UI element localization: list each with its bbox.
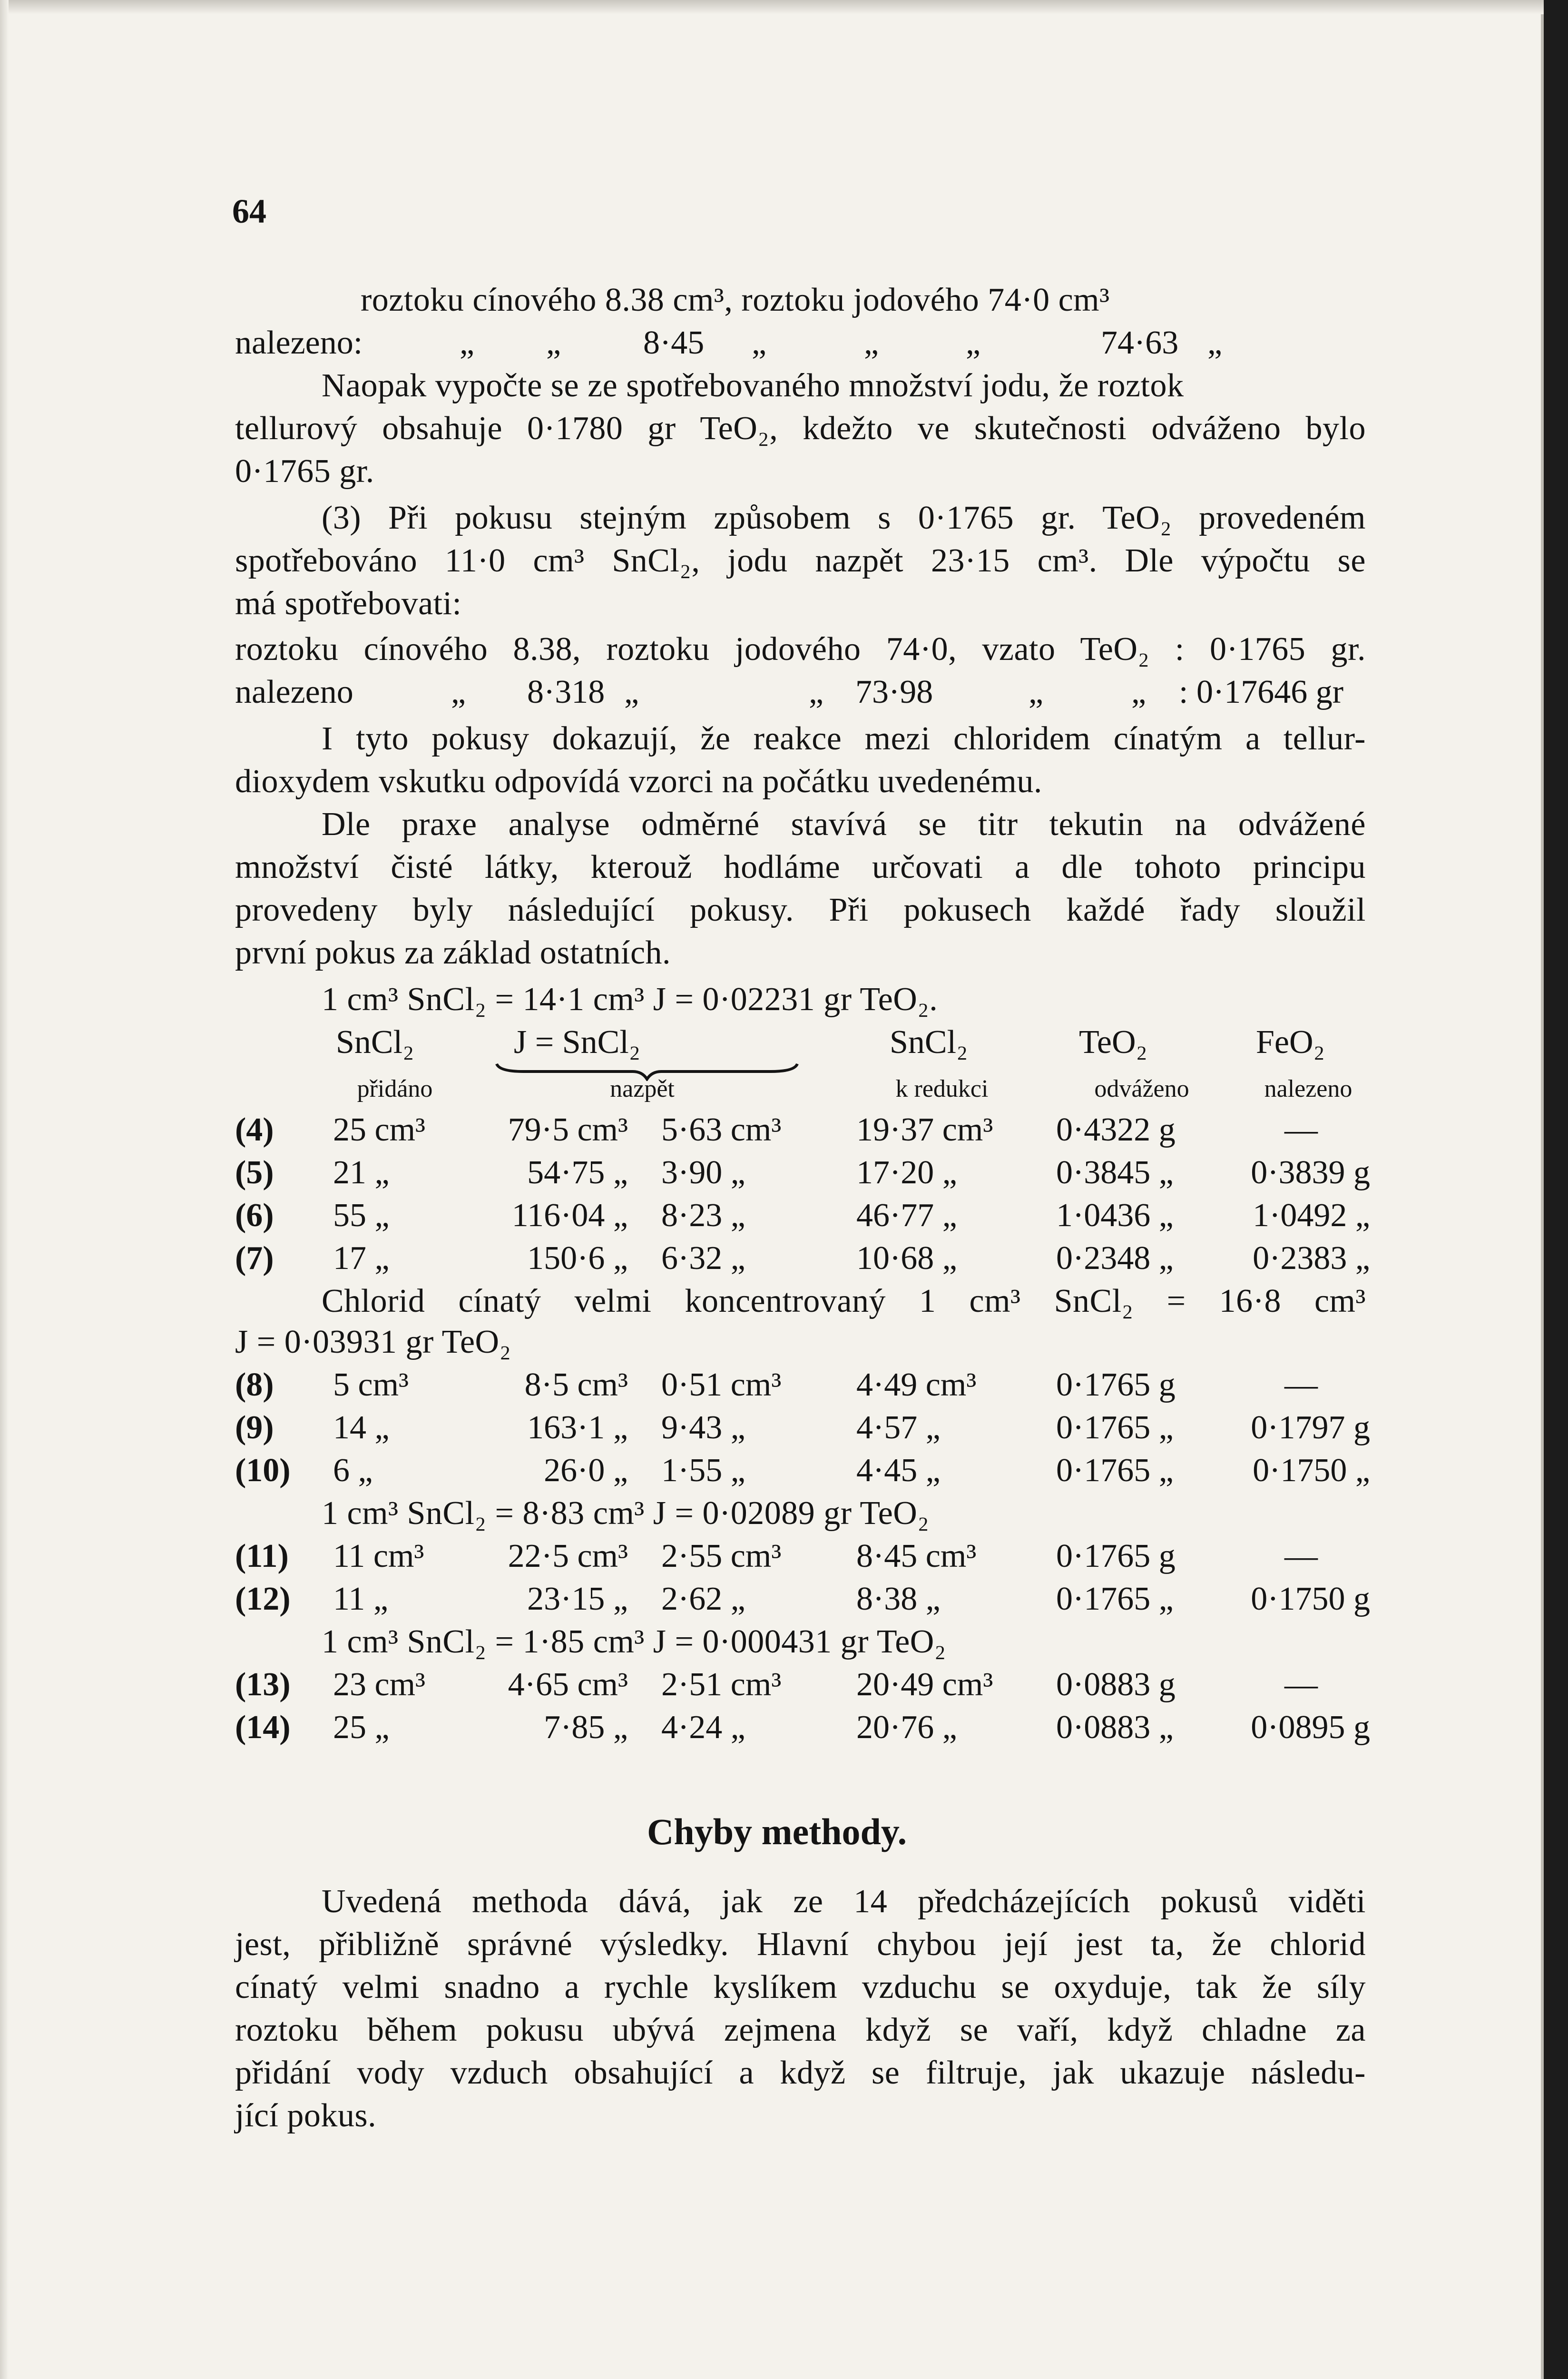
- row-number: (12): [235, 1581, 291, 1617]
- cell-weighed: 0·1765 g: [1056, 1538, 1176, 1574]
- cell-added: 11 cm³: [333, 1538, 424, 1574]
- cell-back: 26·0 „: [544, 1452, 628, 1489]
- cell-back-cm: 3·90 „: [661, 1154, 745, 1191]
- cell-reduction: 46·77 „: [856, 1197, 957, 1234]
- cell-weighed: 0·1765 „: [1056, 1452, 1174, 1489]
- subheader-cell: odváženo: [1094, 1075, 1189, 1102]
- cell-reduction: 20·49 cm³: [856, 1666, 993, 1703]
- cell-found: 1·0492 „: [1253, 1197, 1370, 1234]
- cell-back: 163·1 „: [527, 1409, 628, 1446]
- cell-back: 54·75 „: [527, 1154, 628, 1191]
- header-cell: SnCl₂: [336, 1024, 414, 1061]
- cell-back-cm: 2·55 cm³: [661, 1538, 782, 1574]
- row-number: (8): [235, 1366, 274, 1403]
- cell-found: 0·1750 „: [1253, 1452, 1370, 1489]
- text-line: roztoku cínového 8.38 cm³, roztoku jodového 74·0 cm³: [361, 282, 1110, 318]
- section-heading: Chyby methody.: [647, 1811, 907, 1852]
- titer-line: 1 cm³ SnCl₂ = 14·1 cm³ J = 0·02231 gr TeO₂.: [322, 981, 938, 1018]
- text-line: provedeny byly následující pokusy. Při pokusech každé řady sloužil: [235, 892, 1366, 928]
- subheader-cell: k redukci: [895, 1075, 989, 1102]
- titer-line: 1 cm³ SnCl₂ = 8·83 cm³ J = 0·02089 gr TeO₂: [322, 1495, 930, 1532]
- ditto-mark: „: [451, 674, 466, 710]
- cell-added: 17 „: [333, 1240, 390, 1277]
- cell-added: 21 „: [333, 1154, 390, 1191]
- cell-added: 55 „: [333, 1197, 390, 1234]
- ditto-mark: „: [1207, 324, 1223, 361]
- row-number: (14): [235, 1709, 291, 1746]
- value: 8·318: [527, 674, 605, 710]
- cell-weighed: 0·1765 „: [1056, 1409, 1174, 1446]
- cell-added: 11 „: [333, 1581, 388, 1617]
- text-line: má spotřebovati:: [235, 585, 462, 622]
- row-number: (6): [235, 1197, 274, 1234]
- text-line: roztoku cínového 8.38, roztoku jodového 74·0, vzato TeO₂ : 0·1765 gr.: [235, 631, 1366, 668]
- cell-back: 116·04 „: [511, 1197, 628, 1234]
- ditto-mark: „: [809, 674, 824, 710]
- cell-back-cm: 2·62 „: [661, 1581, 745, 1617]
- row-number: (11): [235, 1538, 289, 1574]
- ditto-mark: „: [546, 324, 561, 361]
- value: : 0·17646 gr: [1179, 674, 1344, 710]
- ditto-mark: „: [864, 324, 879, 361]
- cell-back-cm: 1·55 „: [661, 1452, 745, 1489]
- text-line: (3) Při pokusu stejným způsobem s 0·1765 gr. TeO₂ provedeném: [322, 500, 1366, 536]
- cell-back: 7·85 „: [544, 1709, 628, 1746]
- cell-reduction: 4·45 „: [856, 1452, 941, 1489]
- cell-weighed: 0·0883 g: [1056, 1666, 1176, 1703]
- cell-back-cm: 6·32 „: [661, 1240, 745, 1277]
- page-number: 64: [232, 192, 266, 230]
- cell-back: 79·5 cm³: [508, 1111, 628, 1148]
- subheader-cell: nalezeno: [1264, 1075, 1352, 1102]
- text-line: dioxydem vskutku odpovídá vzorci na počátku uvedenému.: [235, 763, 1042, 800]
- titer-line: J = 0·03931 gr TeO₂: [235, 1324, 511, 1360]
- ditto-mark: „: [966, 324, 981, 361]
- ditto-mark: „: [460, 324, 475, 361]
- subheader-cell: nazpět: [610, 1075, 675, 1102]
- text-line: I tyto pokusy dokazují, že reakce mezi chloridem cínatým a tellur-: [322, 720, 1366, 757]
- cell-found: —: [1284, 1538, 1318, 1574]
- cell-found: 0·2383 „: [1253, 1240, 1370, 1277]
- cell-back-cm: 9·43 „: [661, 1409, 745, 1446]
- cell-found: —: [1284, 1111, 1318, 1148]
- row-number: (13): [235, 1666, 291, 1703]
- text-line: Dle praxe analyse odměrné stavívá se titr tekutin na odvážené: [322, 806, 1366, 843]
- cell-added: 25 cm³: [333, 1111, 426, 1148]
- titer-line: Chlorid cínatý velmi koncentrovaný 1 cm³ SnCl₂ = 16·8 cm³: [322, 1283, 1366, 1319]
- text-line: přidání vody vzduch obsahující a když se filtruje, jak ukazuje následu-: [235, 2055, 1366, 2091]
- cell-reduction: 17·20 „: [856, 1154, 957, 1191]
- value: 74·63: [1101, 324, 1179, 361]
- cell-back-cm: 4·24 „: [661, 1709, 745, 1746]
- cell-reduction: 8·45 cm³: [856, 1538, 977, 1574]
- cell-reduction: 10·68 „: [856, 1240, 957, 1277]
- cell-weighed: 0·1765 g: [1056, 1366, 1176, 1403]
- text-line: 0·1765 gr.: [235, 453, 374, 490]
- row-number: (7): [235, 1240, 274, 1277]
- cell-reduction: 4·49 cm³: [856, 1366, 977, 1403]
- text-line: jící pokus.: [235, 2097, 377, 2134]
- text-line: jest, přibližně správné výsledky. Hlavní chybou její jest ta, že chlorid: [235, 1926, 1366, 1963]
- titer-line: 1 cm³ SnCl₂ = 1·85 cm³ J = 0·000431 gr TeO₂: [322, 1623, 946, 1660]
- cell-back: 23·15 „: [527, 1581, 628, 1617]
- cell-found: 0·1750 g: [1251, 1581, 1370, 1617]
- header-cell: SnCl₂: [890, 1024, 968, 1061]
- page-edge-shadow: [0, 0, 1544, 14]
- value: 73·98: [855, 674, 933, 710]
- cell-added: 5 cm³: [333, 1366, 409, 1403]
- header-cell: TeO₂: [1079, 1024, 1147, 1061]
- cell-added: 23 cm³: [333, 1666, 426, 1703]
- row-label: nalezeno: [235, 674, 353, 710]
- text-line: Naopak vypočte se ze spotřebovaného množství jodu, že roztok: [322, 367, 1184, 404]
- cell-found: 0·1797 g: [1251, 1409, 1370, 1446]
- text-line: první pokus za základ ostatních.: [235, 934, 671, 971]
- row-number: (10): [235, 1452, 291, 1489]
- page-gutter-shadow: [0, 0, 9, 2379]
- header-cell: J = SnCl₂: [514, 1024, 641, 1061]
- cell-added: 25 „: [333, 1709, 390, 1746]
- value: 8·45: [643, 324, 705, 361]
- header-cell: FeO₂: [1256, 1024, 1325, 1061]
- cell-back-cm: 0·51 cm³: [661, 1366, 782, 1403]
- row-number: (4): [235, 1111, 274, 1148]
- cell-back: 8·5 cm³: [524, 1366, 628, 1403]
- text-line: množství čisté látky, kterouž hodláme určovati a dle tohoto principu: [235, 849, 1366, 885]
- cell-reduction: 8·38 „: [856, 1581, 941, 1617]
- cell-found: 0·0895 g: [1251, 1709, 1370, 1746]
- cell-added: 14 „: [333, 1409, 390, 1446]
- cell-found: —: [1284, 1366, 1318, 1403]
- cell-reduction: 19·37 cm³: [856, 1111, 993, 1148]
- cell-weighed: 0·1765 „: [1056, 1581, 1174, 1617]
- row-number: (9): [235, 1409, 274, 1446]
- cell-weighed: 0·3845 „: [1056, 1154, 1174, 1191]
- cell-back: 150·6 „: [527, 1240, 628, 1277]
- text-line: cínatý velmi snadno a rychle kyslíkem vzduchu se oxyduje, tak že síly: [235, 1969, 1366, 2005]
- cell-back-cm: 5·63 cm³: [661, 1111, 782, 1148]
- text-line: spotřebováno 11·0 cm³ SnCl₂, jodu nazpět 23·15 cm³. Dle výpočtu se: [235, 542, 1366, 579]
- cell-reduction: 4·57 „: [856, 1409, 941, 1446]
- row-label: nalezeno:: [235, 324, 363, 361]
- cell-weighed: 1·0436 „: [1056, 1197, 1174, 1234]
- cell-weighed: 0·0883 „: [1056, 1709, 1174, 1746]
- cell-reduction: 20·76 „: [856, 1709, 957, 1746]
- cell-found: 0·3839 g: [1251, 1154, 1370, 1191]
- text-line: roztoku během pokusu ubývá zejmena když se vaří, když chladne za: [235, 2012, 1366, 2048]
- cell-back: 22·5 cm³: [508, 1538, 628, 1574]
- text-line: tellurový obsahuje 0·1780 gr TeO₂, kdežto ve skutečnosti odváženo bylo: [235, 410, 1366, 447]
- row-number: (5): [235, 1154, 274, 1191]
- ditto-mark: „: [752, 324, 767, 361]
- cell-back-cm: 8·23 „: [661, 1197, 745, 1234]
- ditto-mark: „: [1029, 674, 1044, 710]
- cell-found: —: [1284, 1666, 1318, 1703]
- cell-back-cm: 2·51 cm³: [661, 1666, 782, 1703]
- text-line: Uvedená methoda dává, jak ze 14 předcházejících pokusů viděti: [322, 1883, 1366, 1920]
- ditto-mark: „: [624, 674, 639, 710]
- subheader-cell: přidáno: [357, 1075, 433, 1102]
- cell-weighed: 0·4322 g: [1056, 1111, 1176, 1148]
- cell-back: 4·65 cm³: [508, 1666, 628, 1703]
- cell-added: 6 „: [333, 1452, 373, 1489]
- cell-weighed: 0·2348 „: [1056, 1240, 1174, 1277]
- ditto-mark: „: [1131, 674, 1147, 710]
